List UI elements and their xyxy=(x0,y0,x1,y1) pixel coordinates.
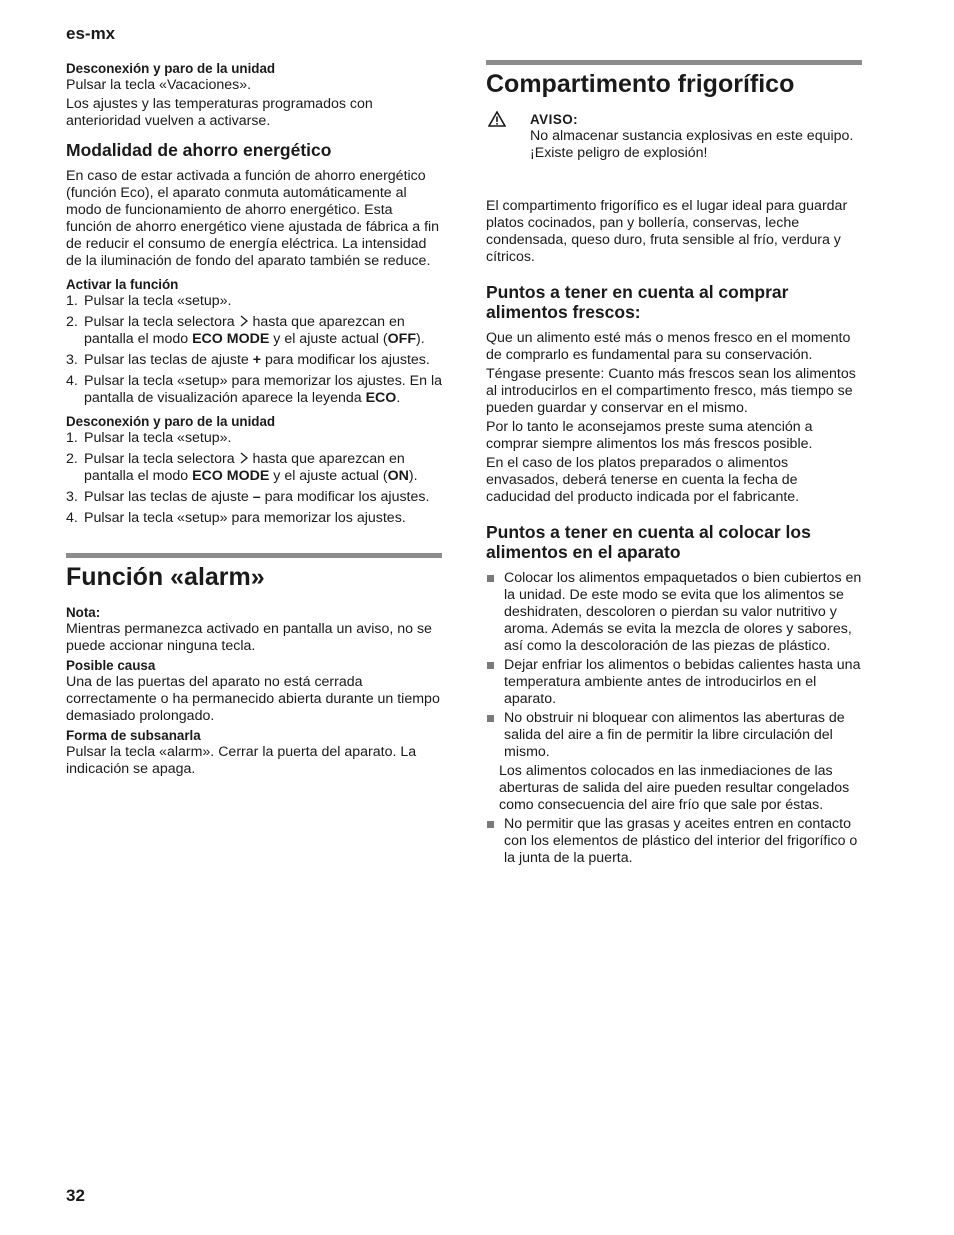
minus-icon: – xyxy=(252,489,261,505)
left-column xyxy=(66,60,442,780)
chevron-right-icon xyxy=(239,315,249,327)
list-item: Colocar los alimentos empaquetados o bien cubiertos en la unidad. De este modo se evita que los alimentos se deshidraten, descoloren o pierdan su valor nutritivo y aroma. Además se evita la mezcla de olores y sabores, así como la descoloración de las piezas de plástico. xyxy=(486,570,862,655)
buying-heading: Puntos a tener en cuenta al comprar alimentos frescos: xyxy=(486,282,789,322)
paragraph: Por lo tanto le aconsejamos preste suma atención a comprar siempre alimentos los más frescos posible. xyxy=(486,419,813,452)
placing-list xyxy=(486,570,862,761)
right-column xyxy=(486,60,862,869)
step: 4. Pulsar la tecla «setup» para memorizar los ajustes. En la pantalla de visualización aparece la leyenda ECO. xyxy=(66,373,443,406)
cause-label: Posible causa xyxy=(66,658,156,673)
list-item: No obstruir ni bloquear con alimentos las aberturas de salida del aire a fin de permitir la libre circulación del mismo. xyxy=(486,710,862,761)
step: 4. Pulsar la tecla «setup» para memorizar los ajustes. xyxy=(66,510,406,526)
paragraph: Los ajustes y las temperaturas programados con anterioridad vuelven a activarse. xyxy=(66,96,373,129)
paragraph: Que un alimento esté más o menos fresco en el momento de comprarlo es fundamental para su conservación. xyxy=(486,330,851,363)
paragraph: Mientras permanezca activado en pantalla un aviso, no se puede accionar ninguna tecla. xyxy=(66,621,432,654)
step: 3. Pulsar las teclas de ajuste – para modificar los ajustes. xyxy=(66,489,430,505)
list-item: No permitir que las grasas y aceites entren en contacto con los elementos de plástico del interior del frigorífico o la junta de la puerta. xyxy=(486,816,862,867)
remedy-label: Forma de subsanarla xyxy=(66,728,201,743)
section-subheading: Desconexión y paro de la unidad xyxy=(66,61,276,76)
step: 1. Pulsar la tecla «setup». xyxy=(66,430,232,446)
list-item: Dejar enfriar los alimentos o bebidas calientes hasta una temperatura ambiente antes de introducirlos en el aparato. xyxy=(486,657,862,708)
plus-icon: + xyxy=(252,352,262,368)
disconnect-subheading: Desconexión y paro de la unidad xyxy=(66,414,276,429)
fridge-heading: Compartimento frigorífico xyxy=(486,60,862,99)
paragraph: El compartimento frigorífico es el lugar ideal para guardar platos cocinados, pan y bollería, conservas, leche condensada, queso duro, fruta sensible al frío, verdura y cítricos. xyxy=(486,198,848,265)
activate-steps xyxy=(66,293,442,407)
paragraph: Pulsar la tecla «alarm». Cerrar la puerta del aparato. La indicación se apaga. xyxy=(66,744,417,777)
warning-icon xyxy=(488,111,506,127)
step: 1. Pulsar la tecla «setup». xyxy=(66,293,232,309)
placing-heading: Puntos a tener en cuenta al colocar los alimentos en el aparato xyxy=(486,522,811,562)
language-code: es-mx xyxy=(66,24,116,43)
note-label: Nota: xyxy=(66,605,101,620)
bullet-square-icon xyxy=(487,715,494,722)
activate-subheading: Activar la función xyxy=(66,277,179,292)
bullet-square-icon xyxy=(487,575,494,582)
disconnect-steps xyxy=(66,430,442,527)
paragraph: Téngase presente: Cuanto más frescos sean los alimentos al introducirlos en el compartimento fresco, más tiempo se pueden guardar y conservar en el mismo. xyxy=(486,366,856,416)
eco-mode-heading: Modalidad de ahorro energético xyxy=(66,140,332,160)
paragraph: Una de las puertas del aparato no está cerrada correctamente o ha permanecido abierta durante un tiempo demasiado prolongado. xyxy=(66,674,440,724)
bullet-square-icon xyxy=(487,662,494,669)
warning-box xyxy=(486,111,862,162)
warning-title: AVISO: xyxy=(530,112,579,127)
step: 2. Pulsar la tecla selectora hasta que aparezcan en pantalla el modo ECO MODE y el ajuste actual (ON). xyxy=(66,451,418,484)
paragraph: Pulsar la tecla «Vacaciones». xyxy=(66,77,252,93)
alarm-heading: Función «alarm» xyxy=(66,553,442,592)
step: 2. Pulsar la tecla selectora hasta que aparezcan en pantalla el modo ECO MODE y el ajuste actual (OFF). xyxy=(66,314,425,347)
step: 3. Pulsar las teclas de ajuste + para modificar los ajustes. xyxy=(66,352,430,368)
chevron-right-icon xyxy=(239,452,249,464)
warning-text: No almacenar sustancia explosivas en este equipo. ¡Existe peligro de explosión! xyxy=(530,128,854,161)
placing-list-cont xyxy=(486,816,862,867)
bullet-square-icon xyxy=(487,821,494,828)
page-number: 32 xyxy=(66,1186,85,1205)
paragraph: En el caso de los platos preparados o alimentos envasados, deberá tenerse en cuenta la fecha de caducidad del producto indicada por el fabricante. xyxy=(486,455,800,505)
paragraph: En caso de estar activada a función de ahorro energético (función Eco), el aparato conmuta automáticamente al modo de funcionamiento de ahorro energético. Esta función de ahorro energético viene ajustada de fábrica a fin de reducir el consumo de energía eléctrica. La intensidad de la iluminación de fondo del aparato también se reduce. xyxy=(66,168,440,269)
list-item-note: Los alimentos colocados en las inmediaciones de las aberturas de salida del aire pueden resultar congelados como consecuencia del aire frío que sale por éstas. xyxy=(499,763,850,813)
